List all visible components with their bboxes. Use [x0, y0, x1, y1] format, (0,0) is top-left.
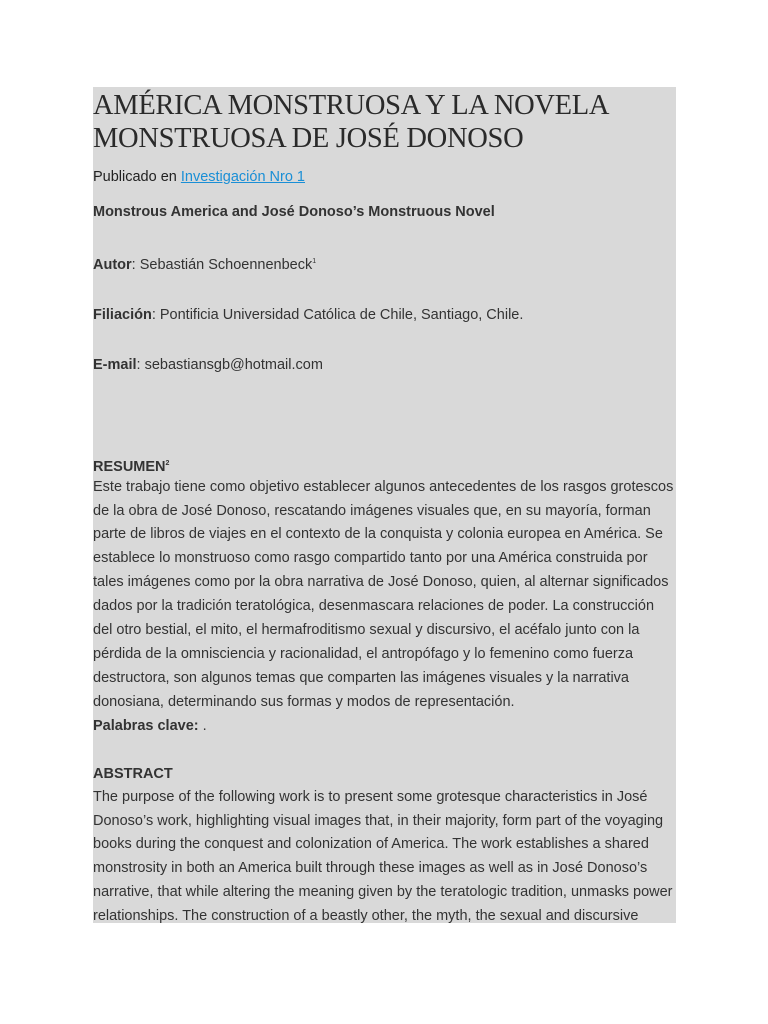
email-label: E-mail	[93, 356, 137, 373]
published-prefix: Publicado en	[93, 169, 177, 185]
email-line	[93, 356, 676, 374]
affiliation-line	[93, 306, 676, 324]
author-line	[93, 253, 676, 274]
email-value: : sebastiansgb@hotmail.com	[136, 356, 323, 373]
author-value: : Sebastián Schoennenbeck	[131, 256, 313, 273]
resumen-body: Este trabajo tiene como objetivo establecer algunos antecedentes de los rasgos grotescos de la obra de José Donoso, rescatando imágenes visuales que, en su mayoría, forman parte de libros de viajes en el contexto de la conquista y colonia europea en América. Se establece lo monstruoso como rasgo compartido tanto por una América construida por tales imágenes como por la obra narrativa de José Donoso, quien, al alternar significados dados por la tradición teratológica, desenmascara relaciones de poder. La construcción del otro bestial, el mito, el hermafroditismo sexual y discursivo, el acéfalo junto con la pérdida de la omnisciencia y racionalidad, el antropófago y lo femenino como fuerza destructora, son algunos temas que comparten las imágenes visuales y la narrativa donosiana, determinando sus formas y modos de representación.	[93, 478, 674, 710]
english-title: Monstrous America and José Donoso’s Monstruous Novel	[93, 204, 495, 220]
keywords-value: .	[198, 717, 207, 734]
resumen-heading-line	[93, 455, 676, 476]
abstract-heading: ABSTRACT	[93, 765, 173, 782]
resumen-heading: RESUMEN	[93, 458, 166, 475]
published-line	[93, 168, 676, 186]
affiliation-value: : Pontificia Universidad Católica de Chile, Santiago, Chile.	[151, 306, 524, 323]
author-footnote-marker[interactable]: 1	[312, 258, 317, 265]
keywords-line	[93, 715, 676, 739]
affiliation-label: Filiación	[93, 306, 152, 323]
document-panel	[93, 87, 676, 923]
abstract-body: The purpose of the following work is to present some grotesque characteristics in José Donoso’s work, highlighting visual images that, in their majority, form part of the voyaging books during the conquest and colonization of America. The work establishes a shared monstrosity in both an America built through these images as well as in José Donoso’s narrative, that while altering the meaning given by the teratologic tradition, unmasks power relationships. The construction of a beastly other, the myth, the sexual and discursive	[93, 788, 673, 923]
publication-link[interactable]: Investigación Nro 1	[180, 169, 305, 185]
resumen-footnote-marker[interactable]: 2	[165, 459, 170, 467]
author-label: Autor	[93, 256, 132, 273]
keywords-label: Palabras clave:	[93, 717, 199, 734]
page-title: AMÉRICA MONSTRUOSA Y LA NOVELA MONSTRUOSA DE JOSÉ DONOSO	[93, 90, 608, 154]
